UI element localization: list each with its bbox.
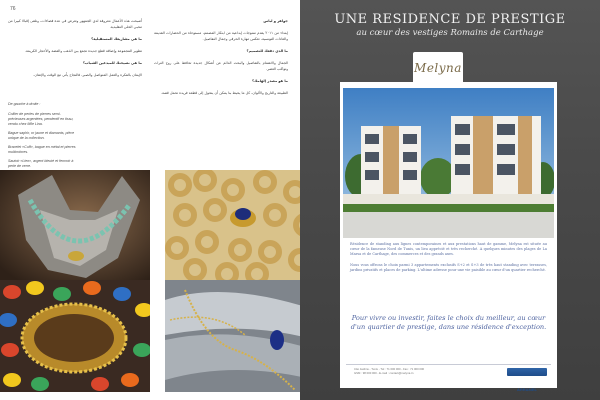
page-number: 76 <box>10 6 16 12</box>
photo-chain-fish <box>165 280 300 392</box>
caption-item: Sautoir «Lien», argent bleuté et fermoir à perle de verre. <box>8 159 74 168</box>
photo-caption <box>8 102 78 173</box>
photo-ring-cereal <box>165 170 300 280</box>
ad-card <box>340 82 557 392</box>
ad-slogan <box>346 314 551 332</box>
arabic-paragraph: الجمال والاهتمام بالتفاصيل والبحث الدائم عن أشكال جديدة تحافظ على روح التراث وتواكب العصر. <box>154 61 288 71</box>
slogan-line: Pour vivre ou investir, faites le choix du meilleur, au cœur <box>351 314 546 322</box>
photo-necklace-fox <box>0 170 150 280</box>
caption-item: Collier de perles de pierres semi-précieuses argentées, pendentif en tissu, vendu chez Mlle Lina. <box>8 112 74 126</box>
arabic-paragraph: إبتداء من ٢٠١١ يقدم منتوجات إبداعية من ابتكار المصمم، مستوحاة من الحضارات القديمة والعادات التونسية، تعكس مهارة الحرفي وجمال التفاصيل. <box>154 31 288 41</box>
ad-subtitle: au cœur des vestiges Romains de Carthage <box>356 28 544 38</box>
arabic-paragraph: أصبحت هذه الأعمال معروفة لدى الجمهور وتعرض في عدة فضاءات، وتلقى إقبالا كبيرا من محبي الحلي التقليدية. <box>8 19 142 29</box>
ad-paragraph: Résidence de standing aux lignes contemporaines et aux prestations haut de gamme, Melyna est située au cœur de la fameuse Nord de Tunis, un lieu apprécié et très recherché. A quelques minutes des plages de La Marsa et de Carthage, des commerces et des grands axes. <box>350 242 547 257</box>
developer-logo-mark <box>507 368 547 376</box>
logo-text: Melyna <box>414 61 462 75</box>
arabic-paragraph: الطبيعة والتاريخ والألوان، كل ما يحيط بنا يمكن أن يتحول إلى قطعة فريدة تحمل قصة. <box>160 91 288 95</box>
melyna-logo <box>413 52 463 84</box>
photo-bracelet-candies <box>0 280 150 392</box>
residence-photo <box>343 88 554 238</box>
caption-item: Bague saphir, or jaune et diamants, pièce unique de la collection. <box>8 131 75 140</box>
arabic-question: ما هي نصيحتك للمبدعين الشباب؟ <box>82 61 142 65</box>
developer-logo <box>507 368 547 392</box>
ad-title: UNE RESIDENCE DE PRESTIGE <box>334 12 566 27</box>
contact-info <box>354 367 504 375</box>
ad-description <box>350 242 547 278</box>
caption-title: De gauche à droite : <box>8 102 41 106</box>
ad-footer <box>346 364 551 392</box>
caption-item: Bracelet «Cuff», bague en métal et pierres multicolores. <box>8 145 76 154</box>
arabic-paragraph: الإيمان بالفكرة والعمل المتواصل والصبر، فالنجاح يأتي مع الوقت والإتقان. <box>33 73 142 77</box>
contact-line: GSM : 98 000 000 - E-mail : contact@melyna.tn <box>354 371 414 376</box>
arabic-question: ما الذي دفعك للتصميم؟ <box>246 49 288 53</box>
contact-line: Cité Jardins - Tunis - Tél : 71 000 000 - Fax : 71 000 000 <box>354 367 425 371</box>
ad-paragraph: Nous vous offrons le choix parmi 3 appartements exclusifs S+2 et S+3 de très haut standing avec terrasses, jardins privatifs et places de parking. L'ultime adresse pour une vie paisible au cœur d'un quartier recherché. <box>350 262 547 272</box>
developer-name: ARRAMEL <box>517 387 537 392</box>
right-page-advertisement <box>300 0 600 400</box>
arabic-question: ما هو مصدر إلهامك؟ <box>252 79 288 83</box>
arabic-question: ما هي مشاريعك المستقبلية؟ <box>91 37 142 41</box>
arabic-heading: جواهر و لباس <box>263 19 288 23</box>
slogan-line: d'un quartier de prestige, dans une résidence d'exception. <box>350 323 547 331</box>
arabic-column-right <box>154 18 288 163</box>
arabic-paragraph: تطوير المجموعة وإضافة قطع جديدة تجمع بين الذهب والفضة والأحجار الكريمة. <box>24 49 142 53</box>
